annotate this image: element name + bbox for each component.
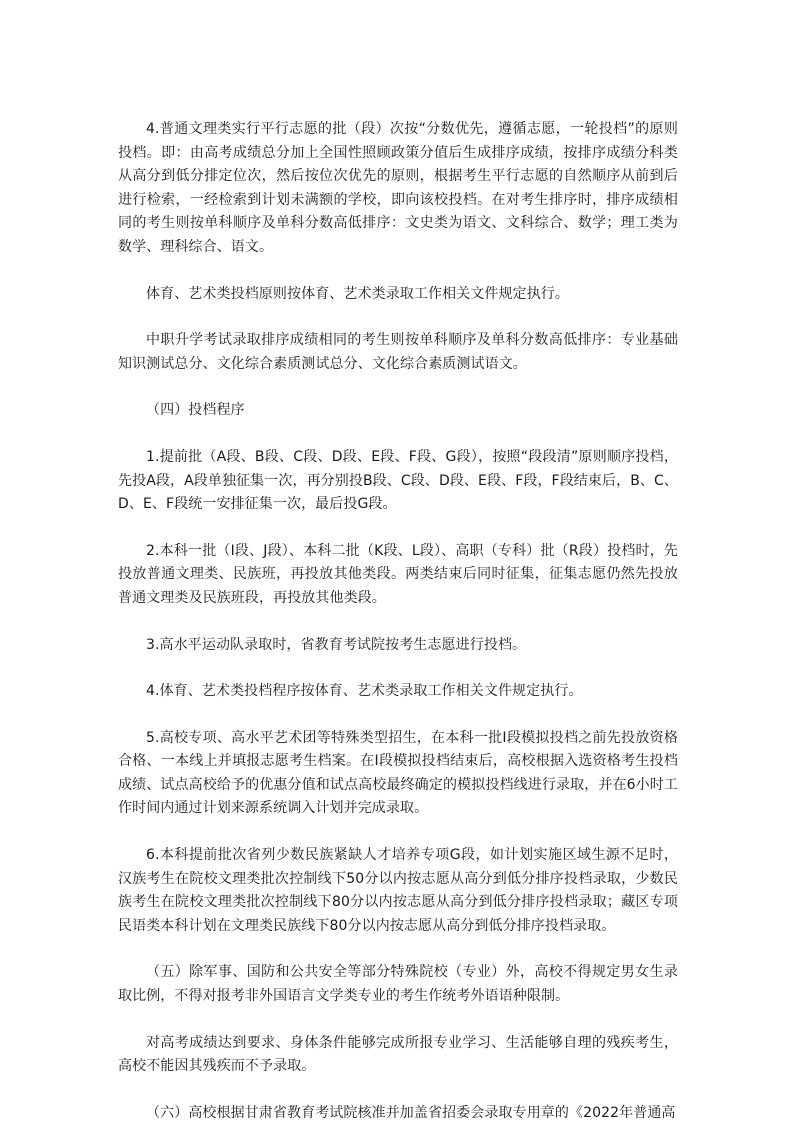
section-heading-admission-plan: （六）高校根据甘肃省教育考试院核准并加盖省招委会录取专用章的《2022年普通高 (146, 1104, 676, 1121)
paragraph-sports-team: 3.高水平运动队录取时，省教育考试院按考生志愿进行投档。 (146, 636, 527, 653)
section-heading-procedure: （四）投档程序 (146, 402, 245, 419)
section-heading-gender-language: （五）除军事、国防和公共安全等部分特殊院校（专业）外，高校不得规定男女生录取比例，不得对报考非外国语言文学类专业的考生作统考外语语种限制。 (118, 964, 678, 1005)
paragraph-special-recruitment: 5.高校专项、高水平艺术团等特殊类型招生，在本科一批I段模拟投档之前先投放资格合格、一本线上并填报志愿考生档案。在I段模拟投档结束后，高校根据入选资格考生投档成绩、试点高校给予的优惠分值和试点高校最终确定的模拟投档线进行录取，并在6小时工作时间内通过计划来源系统调入计划并完成录取。 (118, 729, 678, 817)
paragraph-vocational-ranking: 中职升学考试录取排序成绩相同的考生则按单科顺序及单科分数高低排序：专业基础知识测试总分、文化综合素质测试总分、文化综合素质测试语文。 (118, 332, 678, 372)
paragraph-disabled-students: 对高考成绩达到要求、身体条件能够完成所报专业学习、生活能够自理的残疾考生，高校不能因其残疾而不予录取。 (118, 1034, 678, 1075)
document-body (118, 118, 678, 1125)
paragraph-parallel-admission-rule: 4.普通文理类实行平行志愿的批（段）次按“分数优先，遵循志愿，一轮投档”的原则投档。即：由高考成绩总分加上全国性照顾政策分值后生成排序成绩，按排序成绩分科类从高分到低分排定位次，然后按位次优先的原则，根据考生平行志愿的自然顺序从前到后进行检索，一经检索到计划未满额的学校，即向该校投档。在对考生排序时，排序成绩相同的考生则按单科顺序及单科分数高低排序：文史类为语文、文科综合、数学；理工类为数学、理科综合、语文。 (118, 121, 678, 255)
paragraph-undergraduate-batches: 2.本科一批（I段、J段）、本科二批（K段、L段）、高职（专科）批（R段）投档时，先投放普通文理类、民族班，再投放其他类段。两类结束后同时征集，征集志愿仍然先投放普通文理类及民族班段，再投放其他类段。 (118, 542, 678, 606)
paragraph-sports-art-principle: 体育、艺术类投档原则按体育、艺术类录取工作相关文件规定执行。 (146, 285, 569, 302)
paragraph-early-batch: 1.提前批（A段、B段、C段、D段、E段、F段、G段），按照“段段清”原则顺序投档，先投A段，A段单独征集一次，再分别投B段、C段、D段、E段、F段，F段结束后，B、C、D、E、F段统一安排征集一次，最后投G段。 (118, 448, 678, 513)
paragraph-sports-art-procedure: 4.体育、艺术类投档程序按体育、艺术类录取工作相关文件规定执行。 (146, 683, 583, 700)
paragraph-minority-program: 6.本科提前批次省列少数民族紧缺人才培养专项G段，如计划实施区域生源不足时，汉族考生在院校文理类批次控制线下50分以内按志愿从高分到低分排序投档录取，少数民族考生在院校文理类批次控制线下80分以内按志愿从高分到低分排序投档录取；藏区专项民语类本科计划在文理类民族线下80分以内按志愿从高分到低分排序投档录取。 (118, 847, 678, 934)
